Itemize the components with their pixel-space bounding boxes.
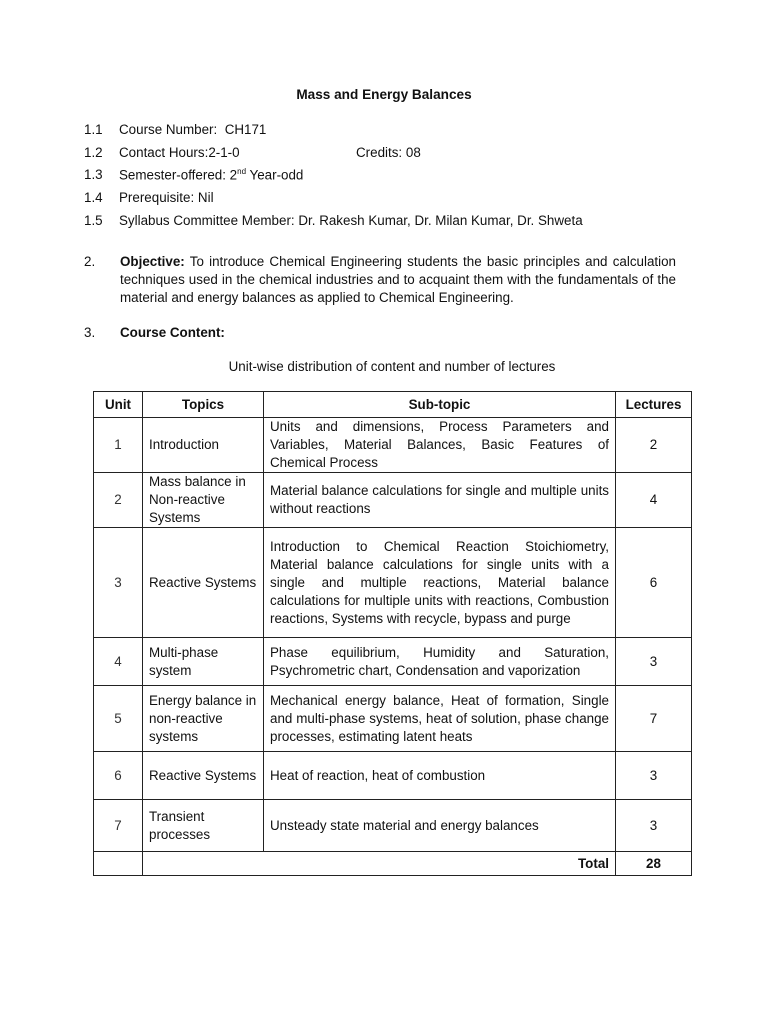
unit-cell: 7	[94, 800, 143, 852]
topic-cell: Transient processes	[143, 800, 264, 852]
table-row	[94, 473, 692, 528]
lectures-cell: 7	[616, 686, 692, 752]
objective-label: Objective:	[120, 254, 185, 269]
info-number: 1.5	[84, 213, 103, 228]
section-number: 3.	[84, 325, 96, 340]
subtopic-cell: Units and dimensions, Process Parameters and Variables, Material Balances, Basic Features of Chemical Process	[264, 418, 616, 473]
objective-section	[84, 253, 676, 307]
header-subtopic: Sub-topic	[264, 392, 616, 418]
credits	[356, 145, 421, 160]
unit-cell: 1	[94, 418, 143, 473]
topic-cell: Reactive Systems	[143, 752, 264, 800]
table-row	[94, 418, 692, 473]
credits-label: Credits:	[356, 145, 403, 160]
lecture-distribution-table	[93, 391, 692, 876]
info-number: 1.1	[84, 122, 103, 137]
table-header-row	[94, 392, 692, 418]
lectures-cell: 3	[616, 638, 692, 686]
info-number: 1.3	[84, 167, 103, 183]
info-value: CH171	[224, 122, 267, 137]
semester-ordinal-suffix: nd	[237, 167, 247, 176]
info-semester	[84, 167, 303, 182]
info-prerequisite	[84, 190, 214, 205]
header-topics: Topics	[143, 392, 264, 418]
section-number: 2.	[84, 254, 96, 269]
info-number: 1.4	[84, 190, 103, 205]
unit-cell: 6	[94, 752, 143, 800]
total-value: 28	[616, 852, 692, 876]
table-row	[94, 638, 692, 686]
table-row	[94, 528, 692, 638]
info-label: Prerequisite:	[119, 190, 195, 205]
lectures-cell: 3	[616, 800, 692, 852]
unit-cell: 4	[94, 638, 143, 686]
subtopic-cell: Mechanical energy balance, Heat of formation, Single and multi-phase systems, heat of solution, phase change processes, estimating latent heats	[264, 686, 616, 752]
subtopic-cell: Unsteady state material and energy balances	[264, 800, 616, 852]
subtopic-cell: Heat of reaction, heat of combustion	[264, 752, 616, 800]
table-row	[94, 686, 692, 752]
info-syllabus-committee	[84, 213, 583, 228]
info-value: 2-1-0	[208, 145, 240, 160]
unit-cell: 2	[94, 473, 143, 528]
info-number: 1.2	[84, 145, 103, 160]
document-title: Mass and Energy Balances	[296, 87, 472, 102]
topic-cell: Multi-phase system	[143, 638, 264, 686]
subtopic-cell: Material balance calculations for single and multiple units without reactions	[264, 473, 616, 528]
table-caption: Unit-wise distribution of content and number of lectures	[228, 359, 556, 374]
lectures-cell: 2	[616, 418, 692, 473]
header-lectures: Lectures	[616, 392, 692, 418]
header-unit: Unit	[94, 392, 143, 418]
info-value: Dr. Rakesh Kumar, Dr. Milan Kumar, Dr. Shweta	[298, 213, 583, 228]
subtopic-cell: Introduction to Chemical Reaction Stoichiometry, Material balance calculations for single units with a single and multiple reactions, Material balance calculations for multiple units with reactions, Combustion reactions, Systems with recycle, bypass and purge	[264, 528, 616, 638]
unit-cell: 3	[94, 528, 143, 638]
topic-cell: Energy balance in non-reactive systems	[143, 686, 264, 752]
course-content-heading	[84, 324, 676, 342]
table-row	[94, 752, 692, 800]
info-course-number	[84, 122, 266, 137]
info-label: Syllabus Committee Member:	[119, 213, 295, 228]
topic-cell: Mass balance in Non-reactive Systems	[143, 473, 264, 528]
info-value: Year-odd	[249, 167, 304, 183]
course-content-label: Course Content:	[120, 325, 225, 340]
unit-cell: 5	[94, 686, 143, 752]
table-total-row	[94, 852, 692, 876]
info-contact-hours	[84, 145, 421, 160]
info-label: Semester-offered:	[119, 167, 226, 183]
info-value: Nil	[197, 190, 214, 205]
table-row	[94, 800, 692, 852]
topic-cell: Reactive Systems	[143, 528, 264, 638]
credits-value: 08	[405, 145, 421, 160]
lectures-cell: 6	[616, 528, 692, 638]
semester-ordinal: 2	[229, 167, 238, 183]
empty-cell	[94, 852, 143, 876]
subtopic-cell: Phase equilibrium, Humidity and Saturation, Psychrometric chart, Condensation and vaporization	[264, 638, 616, 686]
total-label: Total	[143, 852, 616, 876]
lectures-cell: 4	[616, 473, 692, 528]
topic-cell: Introduction	[143, 418, 264, 473]
info-label: Contact Hours:	[119, 145, 209, 160]
lectures-cell: 3	[616, 752, 692, 800]
objective-text: To introduce Chemical Engineering students the basic principles and calculation techniques used in the chemical industries and to acquaint them with the fundamentals of the material and energy balances as applied to Chemical Engineering.	[120, 254, 677, 305]
info-label: Course Number:	[119, 122, 218, 137]
